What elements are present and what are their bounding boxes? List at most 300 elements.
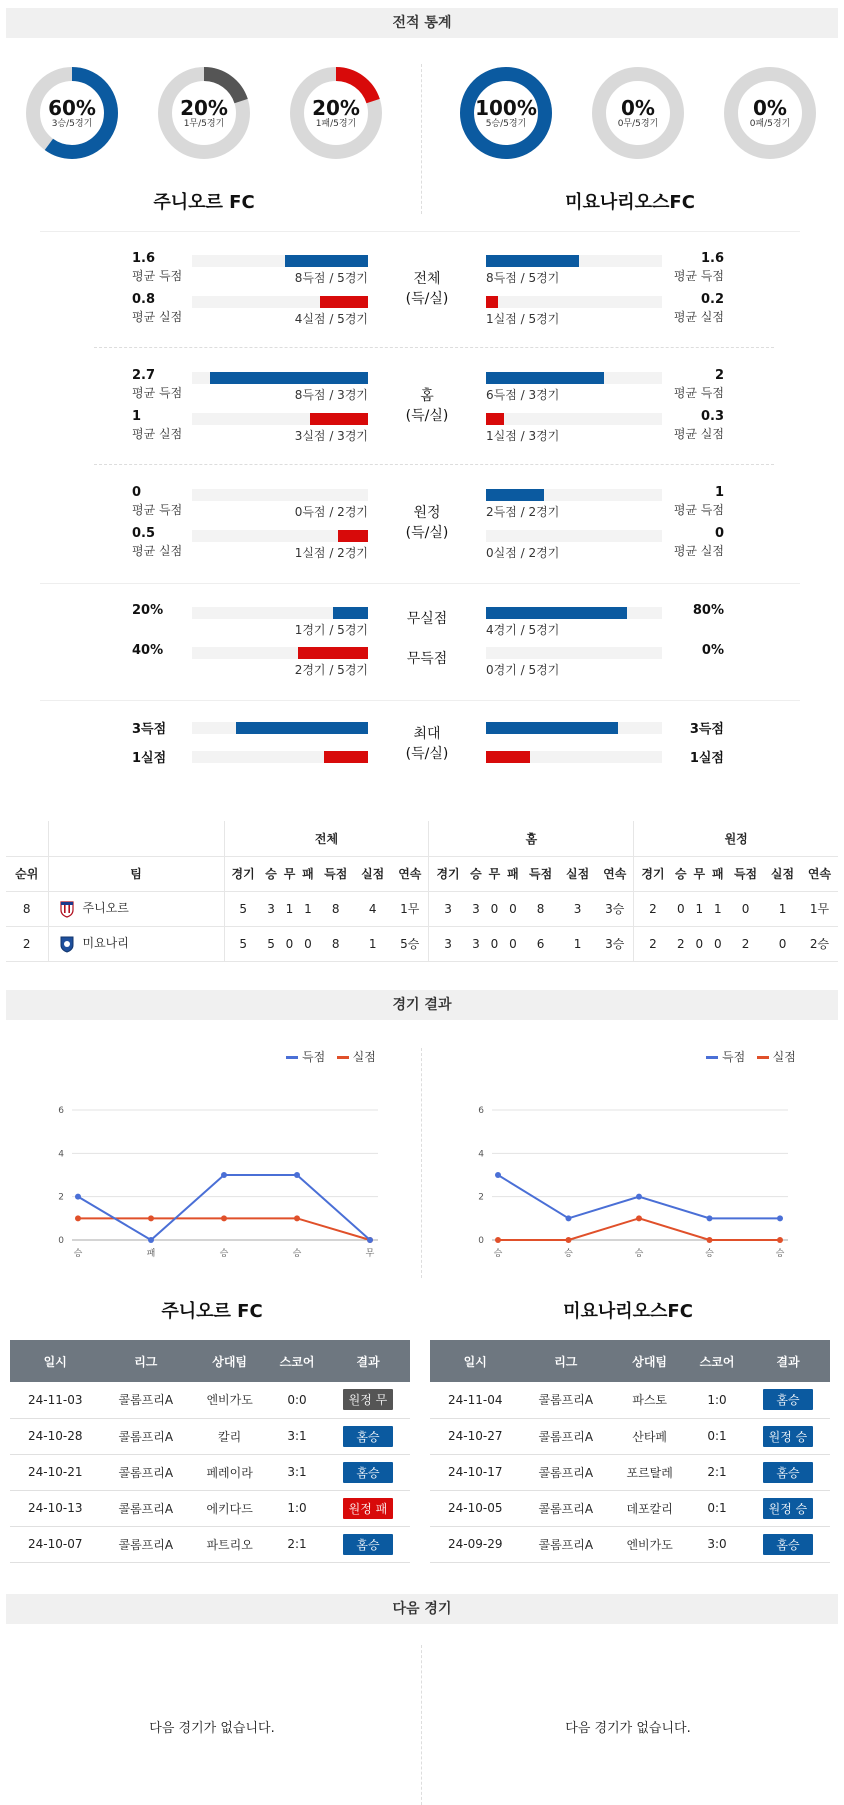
away-results-team-name: 미요나리오스FC: [563, 1301, 693, 1322]
stat-header: 경기: [429, 856, 467, 891]
stat-category: 홈: [420, 388, 434, 404]
y-tick-label: 0: [58, 1236, 64, 1246]
stat-header: 연속: [391, 856, 429, 891]
result-date: 24-10-05: [430, 1490, 520, 1526]
table-row[interactable]: [430, 1490, 830, 1526]
away-stat-value: 1: [714, 485, 724, 500]
x-tick-label: 승: [634, 1249, 644, 1259]
stat-cell: 4: [354, 891, 391, 926]
y-tick-label: 2: [478, 1192, 484, 1203]
stat-cell: 0: [299, 926, 317, 961]
table-row[interactable]: [10, 1382, 410, 1418]
home-stat-value: 1.6: [132, 251, 156, 266]
stat-category-sub: (득/실): [405, 525, 449, 541]
result-opp: 파스토: [611, 1382, 688, 1418]
x-tick-label: 승: [73, 1249, 83, 1259]
team-header: 팀: [48, 856, 224, 891]
away-bar-caption: 0실점 / 2경기: [486, 546, 560, 560]
donut-sub: 0무/5경기: [617, 118, 659, 129]
stat-separator: [94, 347, 774, 348]
home-stat-value: 1: [132, 409, 142, 424]
table-row[interactable]: [10, 1418, 410, 1454]
away-bar-caption: 4경기 / 5경기: [486, 623, 560, 637]
stat-header: 실점: [559, 856, 596, 891]
stats-divider: [421, 64, 422, 214]
stat-header: 패: [709, 856, 727, 891]
win-rate-donut: [592, 67, 684, 159]
results-header-cell: 리그: [520, 1340, 611, 1382]
away-stat-value: 0.2: [700, 292, 724, 307]
away-team-name: 미요나리오스FC: [565, 192, 695, 213]
table-row[interactable]: [10, 1526, 410, 1562]
home-bar-caption: 1경기 / 5경기: [294, 623, 368, 637]
result-date: 24-10-13: [10, 1490, 100, 1526]
home-max-value: 1실점: [132, 751, 167, 766]
donut-sub: 0패/5경기: [749, 118, 791, 129]
conceded-point: [636, 1215, 642, 1221]
stat-category: 무득점: [406, 651, 448, 667]
away-bar: [486, 489, 544, 501]
scored-swatch: [286, 1056, 298, 1059]
home-bar: [210, 372, 368, 384]
x-tick-label: 승: [705, 1249, 714, 1259]
donut-label: [158, 67, 250, 159]
result-opp: 포르탈레: [611, 1454, 688, 1490]
away-pct-value: 80%: [692, 603, 724, 618]
table-row[interactable]: [6, 891, 838, 926]
y-tick-label: 2: [58, 1192, 64, 1203]
away-stat-value: 0: [714, 526, 724, 541]
result-badge: 원정 승: [763, 1498, 814, 1519]
result-date: 24-09-29: [430, 1526, 520, 1562]
stat-cell: 3: [429, 891, 467, 926]
result-score: 3:0: [688, 1526, 746, 1562]
table-row[interactable]: [6, 926, 838, 961]
home-results-chart: [30, 1090, 440, 1280]
rank-header: 순위: [6, 856, 48, 891]
away-bar: [486, 413, 504, 425]
result-badge: 홈승: [763, 1534, 813, 1555]
stat-cell: 0: [709, 926, 727, 961]
result-league: 콜롬프리A: [100, 1526, 191, 1562]
scored-point: [566, 1215, 572, 1221]
stat-category: 무실점: [406, 611, 448, 627]
stat-cell: 0: [504, 926, 522, 961]
result-score: 0:1: [688, 1418, 746, 1454]
result-cell: [746, 1526, 830, 1562]
home-max-value: 3득점: [132, 722, 167, 737]
result-score: 0:0: [268, 1382, 326, 1418]
conceded-point: [495, 1237, 501, 1243]
y-tick-label: 6: [478, 1106, 484, 1116]
result-opp: 에키다드: [191, 1490, 268, 1526]
home-bar: [320, 296, 368, 308]
home-bar: [310, 413, 368, 425]
away-no-next-match: 다음 경기가 없습니다.: [565, 1721, 691, 1736]
stat-header: 패: [299, 856, 317, 891]
stat-cell: 0: [690, 926, 708, 961]
away-bar-caption: 2득점 / 2경기: [486, 505, 560, 519]
result-date: 24-10-07: [10, 1526, 100, 1562]
conceded-point: [566, 1237, 572, 1243]
stat-category: 전체: [413, 271, 441, 287]
ranking-table: [6, 821, 838, 962]
conceded-swatch: [337, 1056, 349, 1059]
scored-swatch: [706, 1056, 718, 1059]
results-header-cell: 일시: [10, 1340, 100, 1382]
home-team-name: 주니오르 FC: [153, 192, 255, 213]
away-stat-value: 2: [714, 368, 724, 383]
home-no-next-match: 다음 경기가 없습니다.: [149, 1721, 275, 1736]
result-cell: [746, 1490, 830, 1526]
group-home: 홈: [429, 821, 634, 856]
team-name: 미요나리: [82, 936, 129, 951]
legend-conceded: 실점: [772, 1050, 796, 1064]
away-bar-caption: 1실점 / 5경기: [486, 312, 560, 326]
stat-cell: 0: [485, 926, 503, 961]
stat-cell: 3승: [596, 926, 634, 961]
win-rate-donut: [290, 67, 382, 159]
win-rate-donut: [724, 67, 816, 159]
stat-header: 승: [467, 856, 485, 891]
stat-cell: 1: [299, 891, 317, 926]
scored-point: [707, 1215, 713, 1221]
donut-label: [460, 67, 552, 159]
away-bar: [486, 296, 498, 308]
group-away: 원정: [634, 821, 838, 856]
result-cell: [326, 1418, 410, 1454]
result-opp: 파트리오: [191, 1526, 268, 1562]
results-header-cell: 결과: [326, 1340, 410, 1382]
win-rate-donut: [460, 67, 552, 159]
stat-cell: 5: [224, 926, 262, 961]
x-tick-label: 승: [219, 1249, 229, 1259]
scored-point: [75, 1194, 81, 1200]
win-rate-donut: [26, 67, 118, 159]
result-opp: 산타페: [611, 1418, 688, 1454]
stat-cell: 0: [280, 926, 298, 961]
stat-cell: 2: [672, 926, 690, 961]
results-header-row: [430, 1340, 830, 1382]
next-divider: [421, 1645, 422, 1805]
donut-label: [290, 67, 382, 159]
stat-cell: 1: [709, 891, 727, 926]
stat-cell: 0: [764, 926, 801, 961]
scored-point: [636, 1194, 642, 1200]
away-stat-value: 1.6: [700, 251, 724, 266]
home-bar-caption: 0득점 / 2경기: [294, 505, 368, 519]
away-bar-caption: 1실점 / 3경기: [486, 429, 560, 443]
result-score: 3:1: [268, 1418, 326, 1454]
home-pct-value: 20%: [132, 603, 164, 618]
away-bar-caption: 0경기 / 5경기: [486, 663, 560, 677]
results-header-cell: 상대팀: [191, 1340, 268, 1382]
stat-cell: 3: [262, 891, 280, 926]
home-results-table: [10, 1340, 410, 1563]
scored-point: [294, 1172, 300, 1178]
away-chart-legend: [706, 1048, 796, 1065]
result-league: 콜롬프리A: [100, 1490, 191, 1526]
conceded-point: [75, 1215, 81, 1221]
result-score: 2:1: [688, 1454, 746, 1490]
results-section-title: 경기 결과: [6, 990, 838, 1020]
away-max-value: 3득점: [689, 722, 724, 737]
result-league: 콜롬프리A: [520, 1526, 611, 1562]
stat-cell: 1: [280, 891, 298, 926]
result-cell: [746, 1454, 830, 1490]
stat-cell: 0: [672, 891, 690, 926]
stat-cell: 3승: [596, 891, 634, 926]
results-header-row: [10, 1340, 410, 1382]
home-stat-value: 2.7: [132, 368, 156, 383]
home-bar-caption: 1실점 / 2경기: [294, 546, 368, 560]
away-bar: [486, 372, 604, 384]
x-tick-label: 무: [365, 1249, 375, 1259]
away-stat-label: 평균 실점: [673, 544, 724, 558]
home-pct-value: 40%: [132, 643, 164, 658]
home-bar: [333, 607, 368, 619]
x-tick-label: 승: [292, 1249, 302, 1259]
result-date: 24-10-17: [430, 1454, 520, 1490]
results-header-cell: 상대팀: [611, 1340, 688, 1382]
stat-cell: 1무: [801, 891, 838, 926]
conceded-line: [498, 1218, 780, 1240]
result-cell: [746, 1382, 830, 1418]
legend-scored: 득점: [302, 1050, 326, 1064]
away-bar: [486, 255, 579, 267]
stat-header: 실점: [764, 856, 801, 891]
results-header-cell: 리그: [100, 1340, 191, 1382]
header-spacer: [48, 821, 224, 856]
ranking-group-header: [6, 821, 838, 856]
table-row[interactable]: [10, 1490, 410, 1526]
donut-label: [592, 67, 684, 159]
stat-header: 무: [485, 856, 503, 891]
team-crest-icon: [59, 900, 75, 918]
result-badge: 홈승: [763, 1462, 813, 1483]
result-badge: 홈승: [343, 1534, 393, 1555]
stat-header: 패: [504, 856, 522, 891]
stat-header: 무: [690, 856, 708, 891]
table-row[interactable]: [430, 1526, 830, 1562]
away-bar-caption: 6득점 / 3경기: [486, 388, 560, 402]
stat-separator: [40, 700, 800, 701]
result-opp: 페레이라: [191, 1454, 268, 1490]
home-stat-label: 평균 실점: [132, 544, 183, 558]
result-date: 24-10-27: [430, 1418, 520, 1454]
stat-header: 승: [672, 856, 690, 891]
stat-header: 득점: [727, 856, 764, 891]
home-bar: [338, 530, 368, 542]
stat-category: 원정: [413, 505, 441, 521]
stat-cell: 1: [764, 891, 801, 926]
stat-cell: 0: [727, 891, 764, 926]
result-league: 콜롬프리A: [520, 1490, 611, 1526]
home-chart-legend: [286, 1048, 376, 1065]
stat-category: 최대: [413, 726, 441, 742]
donut-percent: 100%: [475, 95, 537, 120]
result-opp: 엔비가도: [611, 1526, 688, 1562]
away-stat-label: 평균 득점: [673, 386, 724, 400]
x-tick-label: 승: [564, 1249, 573, 1259]
home-bar-track: [192, 489, 368, 501]
stats-top-rule: [40, 231, 800, 232]
legend-scored: 득점: [722, 1050, 746, 1064]
result-league: 콜롬프리A: [520, 1382, 611, 1418]
home-bar: [285, 255, 368, 267]
stat-cell: 1무: [391, 891, 429, 926]
result-league: 콜롬프리A: [100, 1454, 191, 1490]
result-cell: [326, 1490, 410, 1526]
away-results-table: [430, 1340, 830, 1563]
stat-cell: 1: [690, 891, 708, 926]
stat-header: 승: [262, 856, 280, 891]
stat-cell: 3: [559, 891, 596, 926]
table-row[interactable]: [430, 1418, 830, 1454]
table-row[interactable]: [10, 1454, 410, 1490]
scored-point: [221, 1172, 227, 1178]
away-bar: [486, 722, 618, 734]
y-tick-label: 6: [58, 1106, 64, 1116]
stat-cell: 5승: [391, 926, 429, 961]
donut-sub: 3승/5경기: [51, 118, 93, 129]
stat-cell: 2: [634, 926, 672, 961]
result-cell: [326, 1454, 410, 1490]
donut-label: [724, 67, 816, 159]
result-league: 콜롬프리A: [520, 1418, 611, 1454]
away-pct-value: 0%: [701, 643, 724, 658]
result-date: 24-11-03: [10, 1382, 100, 1418]
donut-percent: 0%: [621, 95, 655, 120]
y-tick-label: 4: [478, 1149, 484, 1160]
team-cell[interactable]: [48, 926, 224, 961]
home-stat-label: 평균 득점: [132, 386, 183, 400]
x-tick-label: 패: [146, 1249, 156, 1259]
stat-cell: 3: [429, 926, 467, 961]
donut-percent: 20%: [180, 95, 228, 120]
away-stat-label: 평균 실점: [673, 310, 724, 324]
home-stat-label: 평균 득점: [132, 503, 183, 517]
result-score: 0:1: [688, 1490, 746, 1526]
stat-header: 실점: [354, 856, 391, 891]
header-spacer: [6, 821, 48, 856]
stat-cell: 1: [559, 926, 596, 961]
result-score: 2:1: [268, 1526, 326, 1562]
stat-cell: 2: [727, 926, 764, 961]
stat-cell: 5: [262, 926, 280, 961]
stat-category-sub: (득/실): [405, 291, 449, 307]
donut-sub: 5승/5경기: [485, 118, 527, 129]
stat-cell: 1: [354, 926, 391, 961]
team-cell[interactable]: [48, 891, 224, 926]
stat-cell: 5: [224, 891, 262, 926]
x-tick-label: 승: [493, 1249, 503, 1259]
stat-cell: 3: [467, 926, 485, 961]
stat-cell: 8: [317, 926, 354, 961]
table-row[interactable]: [430, 1454, 830, 1490]
result-opp: 칼리: [191, 1418, 268, 1454]
results-header-cell: 스코어: [688, 1340, 746, 1382]
home-stat-value: 0.5: [132, 526, 156, 541]
home-stat-label: 평균 실점: [132, 310, 183, 324]
rank-cell: 8: [6, 891, 48, 926]
ranking-sub-header: [6, 856, 838, 891]
stat-header: 경기: [634, 856, 672, 891]
home-bar-caption: 2경기 / 5경기: [294, 663, 368, 677]
stat-separator: [94, 464, 774, 465]
home-stat-label: 평균 실점: [132, 427, 183, 441]
stat-cell: 2승: [801, 926, 838, 961]
donut-sub: 1패/5경기: [315, 118, 357, 129]
result-cell: [326, 1526, 410, 1562]
y-tick-label: 0: [478, 1236, 484, 1246]
donut-label: [26, 67, 118, 159]
stat-cell: 0: [485, 891, 503, 926]
result-badge: 원정 승: [763, 1426, 814, 1447]
results-header-cell: 결과: [746, 1340, 830, 1382]
result-score: 1:0: [688, 1382, 746, 1418]
result-opp: 데포칼리: [611, 1490, 688, 1526]
stat-cell: 6: [522, 926, 559, 961]
stat-separator: [40, 583, 800, 584]
legend-conceded: 실점: [352, 1050, 376, 1064]
result-league: 콜롬프리A: [100, 1418, 191, 1454]
home-bar-caption: 8득점 / 3경기: [294, 388, 368, 402]
next-section-title: 다음 경기: [6, 1594, 838, 1624]
scored-point: [367, 1237, 373, 1243]
table-row[interactable]: [430, 1382, 830, 1418]
result-date: 24-10-21: [10, 1454, 100, 1490]
result-badge: 원정 무: [343, 1389, 394, 1410]
result-score: 1:0: [268, 1490, 326, 1526]
stat-header: 무: [280, 856, 298, 891]
home-bar-caption: 4실점 / 5경기: [294, 312, 368, 326]
result-date: 24-11-04: [430, 1382, 520, 1418]
conceded-point: [777, 1237, 783, 1243]
away-bar: [486, 751, 530, 763]
home-stat-value: 0: [132, 485, 142, 500]
donut-percent: 60%: [48, 95, 96, 120]
result-badge: 홈승: [763, 1389, 813, 1410]
donut-sub: 1무/5경기: [183, 118, 225, 129]
result-opp: 엔비가도: [191, 1382, 268, 1418]
away-stat-label: 평균 실점: [673, 427, 724, 441]
result-date: 24-10-28: [10, 1418, 100, 1454]
away-bar-caption: 8득점 / 5경기: [486, 271, 560, 285]
donut-percent: 0%: [753, 95, 787, 120]
x-tick-label: 승: [775, 1249, 785, 1259]
stat-category-sub: (득/실): [405, 746, 449, 762]
stat-header: 득점: [317, 856, 354, 891]
result-league: 콜롬프리A: [100, 1382, 191, 1418]
conceded-point: [221, 1215, 227, 1221]
stat-cell: 8: [522, 891, 559, 926]
team-crest-icon: [59, 935, 75, 953]
home-bar-caption: 8득점 / 5경기: [294, 271, 368, 285]
y-tick-label: 4: [58, 1149, 64, 1160]
stat-header: 연속: [596, 856, 634, 891]
home-bar: [324, 751, 368, 763]
away-stat-label: 평균 득점: [673, 269, 724, 283]
scored-line: [78, 1175, 370, 1240]
away-max-value: 1실점: [689, 751, 724, 766]
team-name: 주니오르: [82, 901, 129, 916]
away-stat-value: 0.3: [700, 409, 724, 424]
rank-cell: 2: [6, 926, 48, 961]
scored-point: [495, 1172, 501, 1178]
home-bar: [298, 647, 368, 659]
conceded-point: [707, 1237, 713, 1243]
